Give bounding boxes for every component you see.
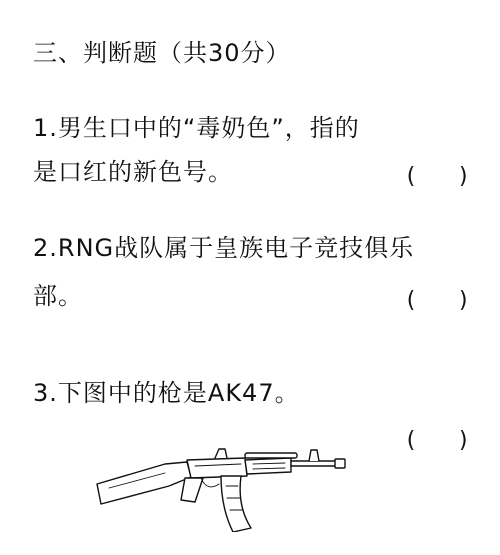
question-1-line-2: 是口红的新色号。: [33, 158, 233, 186]
question-1-line-1: 1.男生口中的“毒奶色”，指的: [33, 114, 360, 142]
question-3-line-1: 3.下图中的枪是AK47。: [33, 379, 300, 407]
section-title: 三、判断题（共30分）: [33, 39, 291, 67]
rifle-icon: [95, 440, 347, 532]
question-1-answer-blank[interactable]: ( ): [404, 164, 471, 189]
question-2-answer-blank[interactable]: ( ): [404, 288, 471, 313]
question-2-line-1: 2.RNG战队属于皇族电子竞技俱乐: [33, 234, 415, 262]
question-3-answer-blank[interactable]: ( ): [404, 428, 471, 453]
question-2-line-2: 部。: [33, 282, 83, 310]
